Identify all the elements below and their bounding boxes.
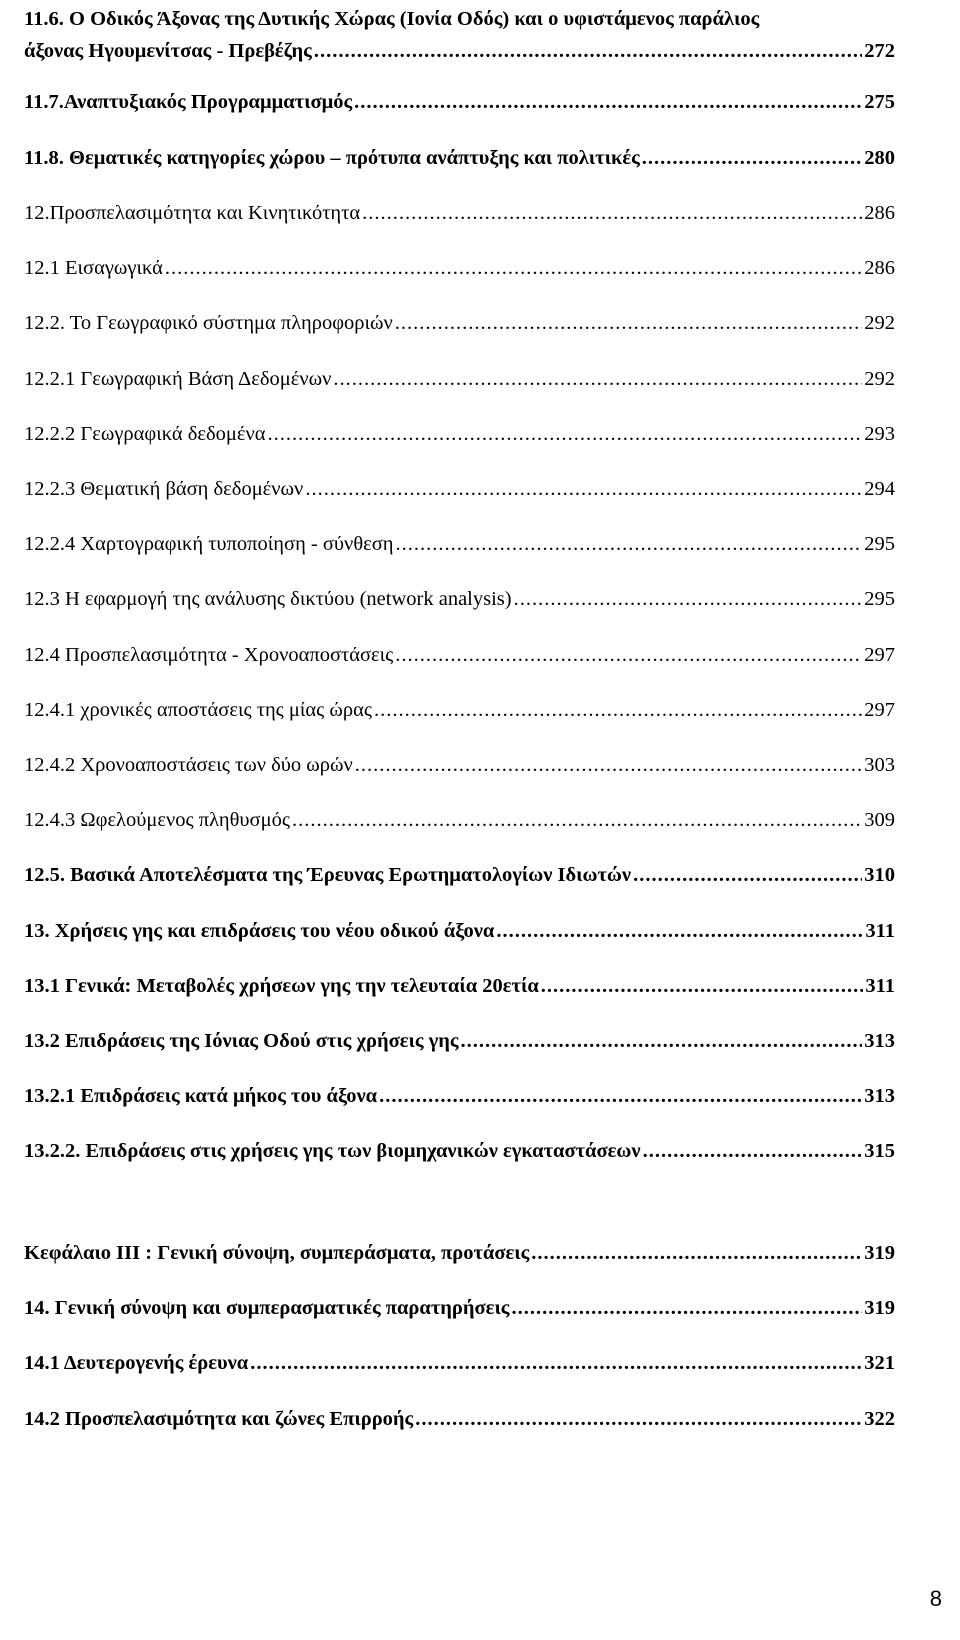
toc-entry-title: 14. Γενική σύνοψη και συμπερασματικές παρατηρήσεις — [24, 1297, 510, 1319]
toc-entry[interactable] — [24, 1406, 895, 1432]
toc-entry[interactable] — [24, 807, 895, 833]
toc-entry-page: 295 — [864, 533, 895, 555]
toc-entry-title: 12.4.1 χρονικές αποστάσεις της μίας ώρας — [24, 699, 372, 721]
dot-leader — [379, 1083, 862, 1109]
toc-entry-title: άξονας Ηγουμενίτσας - Πρεβέζης — [24, 40, 312, 62]
toc-entry-page: 292 — [864, 368, 895, 390]
dot-leader — [354, 89, 862, 115]
toc-entry-page: 309 — [864, 809, 895, 831]
toc-entry-title: 13.2.1 Επιδράσεις κατά μήκος του άξονα — [24, 1085, 378, 1107]
toc-entry[interactable] — [24, 1240, 895, 1266]
toc-entry-title: 12.3 Η εφαρμογή της ανάλυσης δικτύου (network analysis) — [24, 588, 512, 610]
toc-entry[interactable] — [24, 421, 895, 447]
dot-leader — [633, 862, 862, 888]
toc-entry[interactable] — [24, 697, 895, 723]
toc-entry[interactable] — [24, 1350, 895, 1376]
toc-entry[interactable] — [24, 200, 895, 226]
dot-leader — [333, 366, 862, 392]
toc-entry[interactable] — [24, 752, 895, 778]
toc-entry-page: 280 — [864, 147, 895, 169]
toc-entry-page: 319 — [864, 1297, 895, 1319]
toc-entry-page: 310 — [864, 864, 895, 886]
toc-entry-page: 295 — [864, 588, 895, 610]
toc-entry[interactable] — [24, 145, 895, 171]
dot-leader — [292, 807, 862, 833]
toc-entry-title: 12.2.2 Γεωγραφικά δεδομένα — [24, 423, 266, 445]
dot-leader — [643, 1138, 863, 1164]
toc-entry-title: Κεφάλαιο ΙΙΙ : Γενική σύνοψη, συμπεράσματα, προτάσεις — [24, 1242, 530, 1264]
toc-entry-title: 12.4.3 Ωφελούμενος πληθυσμός — [24, 809, 290, 831]
dot-leader — [642, 145, 863, 171]
dot-leader — [374, 697, 862, 723]
toc-entry-page: 286 — [864, 257, 895, 279]
toc-entry-title: 11.7.Αναπτυξιακός Προγραμματισμός — [24, 91, 353, 113]
toc-entry-page: 275 — [864, 91, 895, 113]
dot-leader — [355, 752, 862, 778]
toc-entry-title: 12.4 Προσπελασιμότητα - Χρονοαποστάσεις — [24, 644, 394, 666]
toc-entry-title: 12.1 Εισαγωγικά — [24, 257, 163, 279]
toc-entry-title: 12.2. Το Γεωγραφικό σύστημα πληροφοριών — [24, 312, 393, 334]
toc-entry-page: 272 — [864, 40, 895, 62]
toc-entry[interactable] — [24, 1028, 895, 1054]
toc-entry-page: 294 — [864, 478, 895, 500]
toc-entry-page: 319 — [864, 1242, 895, 1264]
toc-entry-page: 292 — [864, 312, 895, 334]
toc-entry[interactable] — [24, 1295, 895, 1321]
toc-entry[interactable] — [24, 89, 895, 115]
toc-entry-page: 315 — [864, 1140, 895, 1162]
toc-entry-page: 297 — [864, 644, 895, 666]
toc-entry-page: 293 — [864, 423, 895, 445]
toc-entry-page: 311 — [865, 975, 895, 997]
toc-entry-page: 297 — [864, 699, 895, 721]
toc-entry-page: 313 — [864, 1085, 895, 1107]
toc-entry[interactable] — [24, 1083, 895, 1109]
dot-leader — [415, 1406, 862, 1432]
toc-entry[interactable] — [24, 366, 895, 392]
toc-entry[interactable] — [24, 918, 895, 944]
toc-entry[interactable] — [24, 973, 895, 999]
toc-entry-title: 12.2.1 Γεωγραφική Βάση Δεδομένων — [24, 368, 332, 390]
toc-entry[interactable] — [24, 310, 895, 336]
toc-entry-title: 13.2.2. Επιδράσεις στις χρήσεις γης των βιομηχανικών εγκαταστάσεων — [24, 1140, 641, 1162]
page-number: 8 — [929, 1586, 942, 1611]
toc-entry[interactable] — [24, 531, 895, 557]
dot-leader — [268, 421, 863, 447]
toc-entry-title: 13.2 Επιδράσεις της Ιόνιας Οδού στις χρήσεις γης — [24, 1030, 459, 1052]
toc-entry-title: 14.2 Προσπελασιμότητα και ζώνες Επιρροής — [24, 1408, 414, 1430]
toc-entry-title: 12.4.2 Χρονοαποστάσεις των δύο ωρών — [24, 754, 353, 776]
toc-entry-page: 286 — [864, 202, 895, 224]
dot-leader — [395, 310, 862, 336]
toc-entry-page: 303 — [864, 754, 895, 776]
dot-leader — [395, 642, 862, 668]
toc-entry-page: 313 — [864, 1030, 895, 1052]
dot-leader — [314, 38, 862, 64]
toc-entry-page: 321 — [864, 1352, 895, 1374]
dot-leader — [305, 476, 862, 502]
toc-entry[interactable] — [24, 642, 895, 668]
toc-entry-title: 12.2.4 Χαρτογραφική τυποποίηση - σύνθεση — [24, 533, 394, 555]
toc-entry[interactable] — [24, 255, 895, 281]
dot-leader — [461, 1028, 863, 1054]
toc-entry-title: 13.1 Γενικά: Μεταβολές χρήσεων γης την τελευταία 20ετία — [24, 975, 539, 997]
toc-entry[interactable] — [24, 586, 895, 612]
toc-entry-title: 12.2.3 Θεματική βάση δεδομένων — [24, 478, 304, 500]
toc-entry-title: 12.Προσπελασιμότητα και Κινητικότητα — [24, 202, 361, 224]
toc-entry-page: 322 — [864, 1408, 895, 1430]
dot-leader — [362, 200, 862, 226]
dot-leader — [511, 1295, 862, 1321]
toc-entry-title: 11.8. Θεματικές κατηγορίες χώρου – πρότυπα ανάπτυξης και πολιτικές — [24, 147, 640, 169]
toc-entry[interactable] — [24, 1138, 895, 1164]
dot-leader — [396, 531, 863, 557]
dot-leader — [165, 255, 862, 281]
toc-entry-title: 14.1 Δευτερογενής έρευνα — [24, 1352, 249, 1374]
toc-entry-page: 311 — [865, 920, 895, 942]
dot-leader — [514, 586, 863, 612]
toc-entry-title: 13. Χρήσεις γης και επιδράσεις του νέου οδικού άξονα — [24, 920, 495, 942]
dot-leader — [250, 1350, 862, 1376]
dot-leader — [541, 973, 864, 999]
toc-entry-title-line1: 11.6. Ο Οδικός Άξονας της Δυτικής Χώρας (Ιονία Οδός) και ο υφιστάμενος παράλιος — [24, 8, 760, 30]
dot-leader — [496, 918, 863, 944]
toc-entry[interactable] — [24, 6, 895, 64]
dot-leader — [531, 1240, 862, 1266]
toc-entry[interactable] — [24, 476, 895, 502]
toc-entry-title: 12.5. Βασικά Αποτελέσματα της Έρευνας Ερωτηματολογίων Ιδιωτών — [24, 864, 632, 886]
toc-entry[interactable] — [24, 862, 895, 888]
